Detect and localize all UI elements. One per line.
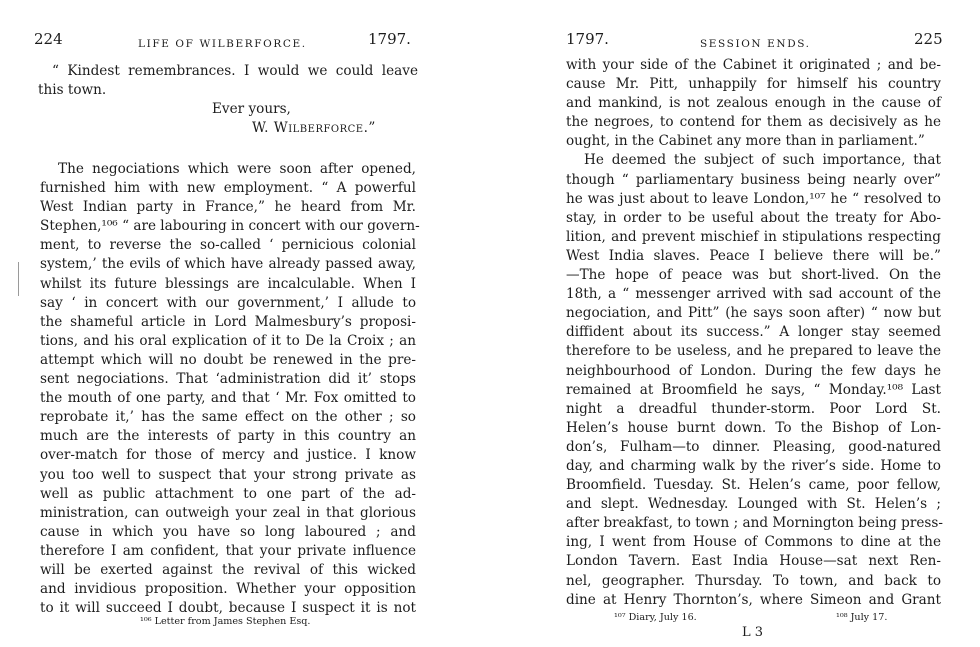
left-paragraph-line: ministration, can outweigh your zeal in that glorious — [40, 504, 416, 521]
left-paragraph-line: ment, to reverse the so-called ‘ pernicious colonial — [40, 237, 416, 254]
left-year-wrap — [368, 30, 411, 48]
left-paragraph-line: well as public attachment to one part of the ad- — [40, 485, 416, 502]
right-text-line: therefore to be useless, and he prepared to leave the — [566, 343, 941, 360]
right-text-line: —The hope of peace was but short-lived. On the — [566, 267, 941, 284]
left-running-title-wrap — [138, 33, 307, 51]
letter-close — [38, 62, 418, 138]
right-text-line: and slept. Wednesday. Lounged with St. Helen’s ; — [566, 496, 941, 513]
left-paragraph-line: The negociations which were soon after opened, — [58, 161, 416, 177]
left-paragraph-line: the shameful article in Lord Malmesbury’s proposi- — [40, 313, 416, 330]
right-text-line: day, and charming walk by the river’s side. Home to — [566, 457, 941, 474]
right-running-title-wrap — [700, 33, 811, 51]
right-text-line: Helen’s house burnt down. To the Bishop of Lon- — [566, 419, 941, 436]
right-text-line: and mankind, is not zealous enough in the cause of — [566, 95, 941, 112]
left-paragraph — [40, 160, 420, 618]
left-paragraph-line: West Indian party in France,” he heard from Mr. — [40, 199, 416, 216]
right-page — [490, 0, 980, 647]
left-running-head — [34, 30, 63, 48]
left-page-number: 224 — [34, 30, 63, 48]
right-footnote-b: ¹⁰⁸ July 17. — [836, 612, 888, 623]
letter-line-2: this town. — [38, 82, 107, 99]
signature: W. Wilberforce.” — [252, 120, 376, 137]
right-text-line: cause Mr. Pitt, unhappily for himself his country — [566, 76, 941, 93]
right-text-line: don’s, Fulham—to dinner. Pleasing, good-natured — [566, 438, 941, 455]
left-paragraph-line: whilst its future blessings are incalculable. When I — [40, 275, 416, 292]
right-text-line: ought, in the Cabinet any more than in parliament.” — [566, 133, 925, 150]
margin-mark — [18, 262, 19, 296]
right-year: 1797. — [566, 30, 609, 48]
right-text-line: negociation, and Pitt” (he says soon after) “ now but — [566, 305, 941, 322]
right-text-line: lition, and prevent mischief in stipulations respecting — [566, 228, 941, 245]
right-text-line: night a dreadful thunder-storm. Poor Lord St. — [566, 400, 941, 417]
left-paragraph-line: reprobate it,’ has the same effect on the other ; so — [40, 409, 416, 426]
right-text-line: nel, geographer. Thursday. To town, and back to — [566, 572, 941, 589]
left-paragraph-line: cause in which you have so long laboured ; and — [40, 523, 416, 540]
right-text-line: remained at Broomfield he says, “ Monday.¹⁰⁸ Last — [566, 381, 941, 398]
signature-mark: L 3 — [742, 625, 764, 640]
right-text — [566, 56, 941, 610]
right-text-line: Broomfield. Tuesday. St. Helen’s came, poor fellow, — [566, 477, 941, 494]
right-page-number: 225 — [914, 30, 943, 48]
right-year-wrap — [566, 30, 609, 48]
left-footnote: ¹⁰⁶ Letter from James Stephen Esq. — [140, 616, 311, 627]
left-paragraph-line: over-match for those of mercy and justice. I know — [40, 447, 416, 464]
left-paragraph-line: system,’ the evils of which have already passed away, — [40, 256, 416, 273]
left-paragraph-line: you too well to suspect that your strong private as — [40, 466, 416, 483]
right-text-line: after breakfast, to town ; and Mornington being press- — [566, 515, 943, 532]
right-running-title: SESSION ENDS. — [700, 38, 811, 50]
right-text-line: 18th, a “ messenger arrived with sad account of the — [566, 286, 941, 303]
left-paragraph-line: attempt which will no doubt be renewed in the pre- — [40, 351, 416, 368]
left-paragraph-line: therefore I am confident, that your private influence — [40, 542, 416, 559]
right-text-line: He deemed the subject of such importance, that — [584, 152, 941, 169]
right-text-line: though “ parliamentary business being nearly over” — [566, 171, 941, 188]
left-paragraph-line: to it will succeed I doubt, because I suspect it is not — [40, 600, 416, 617]
left-paragraph-line: tions, and his oral explication of it to De la Croix ; an — [40, 332, 416, 349]
left-paragraph-line: much are the interests of party in this country an — [40, 428, 416, 445]
right-text-line: London Tavern. East India House—sat next Ren- — [566, 553, 941, 570]
right-footnote-a: ¹⁰⁷ Diary, July 16. — [614, 612, 697, 623]
left-paragraph-line: say ‘ in concert with our government,’ I allude to — [40, 294, 416, 311]
right-text-line: with your side of the Cabinet it originated ; and be- — [566, 57, 941, 73]
right-page-number-wrap — [914, 30, 943, 48]
right-text-line: West India slaves. Peace I believe there will be.” — [566, 247, 941, 264]
left-paragraph-line: sent negociations. That ‘administration did it’ stops — [40, 371, 416, 388]
left-paragraph-line: the mouth of one party, and that ‘ Mr. Fox omitted to — [40, 390, 416, 407]
right-text-line: diffident about its success.” A longer stay seemed — [566, 324, 941, 341]
right-text-line: the negroes, to contend for them as decisively as he — [566, 114, 941, 131]
left-paragraph-line: and invidious proposition. Whether your opposition — [40, 581, 416, 598]
letter-line-1: “ Kindest remembrances. I would we could leave — [52, 63, 418, 79]
right-text-line: ing, I went from House of Commons to dine at the — [566, 534, 941, 551]
left-running-title: LIFE OF WILBERFORCE. — [138, 38, 307, 50]
right-text-line: neighbourhood of London. During the few days he — [566, 362, 941, 379]
left-paragraph-line: will be exerted against the revival of this wicked — [40, 561, 416, 578]
left-year: 1797. — [368, 30, 411, 48]
valediction: Ever yours, — [212, 101, 291, 118]
left-paragraph-line: Stephen,¹⁰⁶ “ are labouring in concert with our govern- — [40, 218, 420, 235]
left-paragraph-line: furnished him with new employment. “ A powerful — [40, 180, 416, 197]
right-text-line: he was just about to leave London,¹⁰⁷ he “ resolved to — [566, 190, 941, 207]
right-text-line: stay, in order to be useful about the treaty for Abo- — [566, 209, 941, 226]
right-text-line: dine at Henry Thornton’s, where Simeon and Grant — [566, 591, 941, 608]
